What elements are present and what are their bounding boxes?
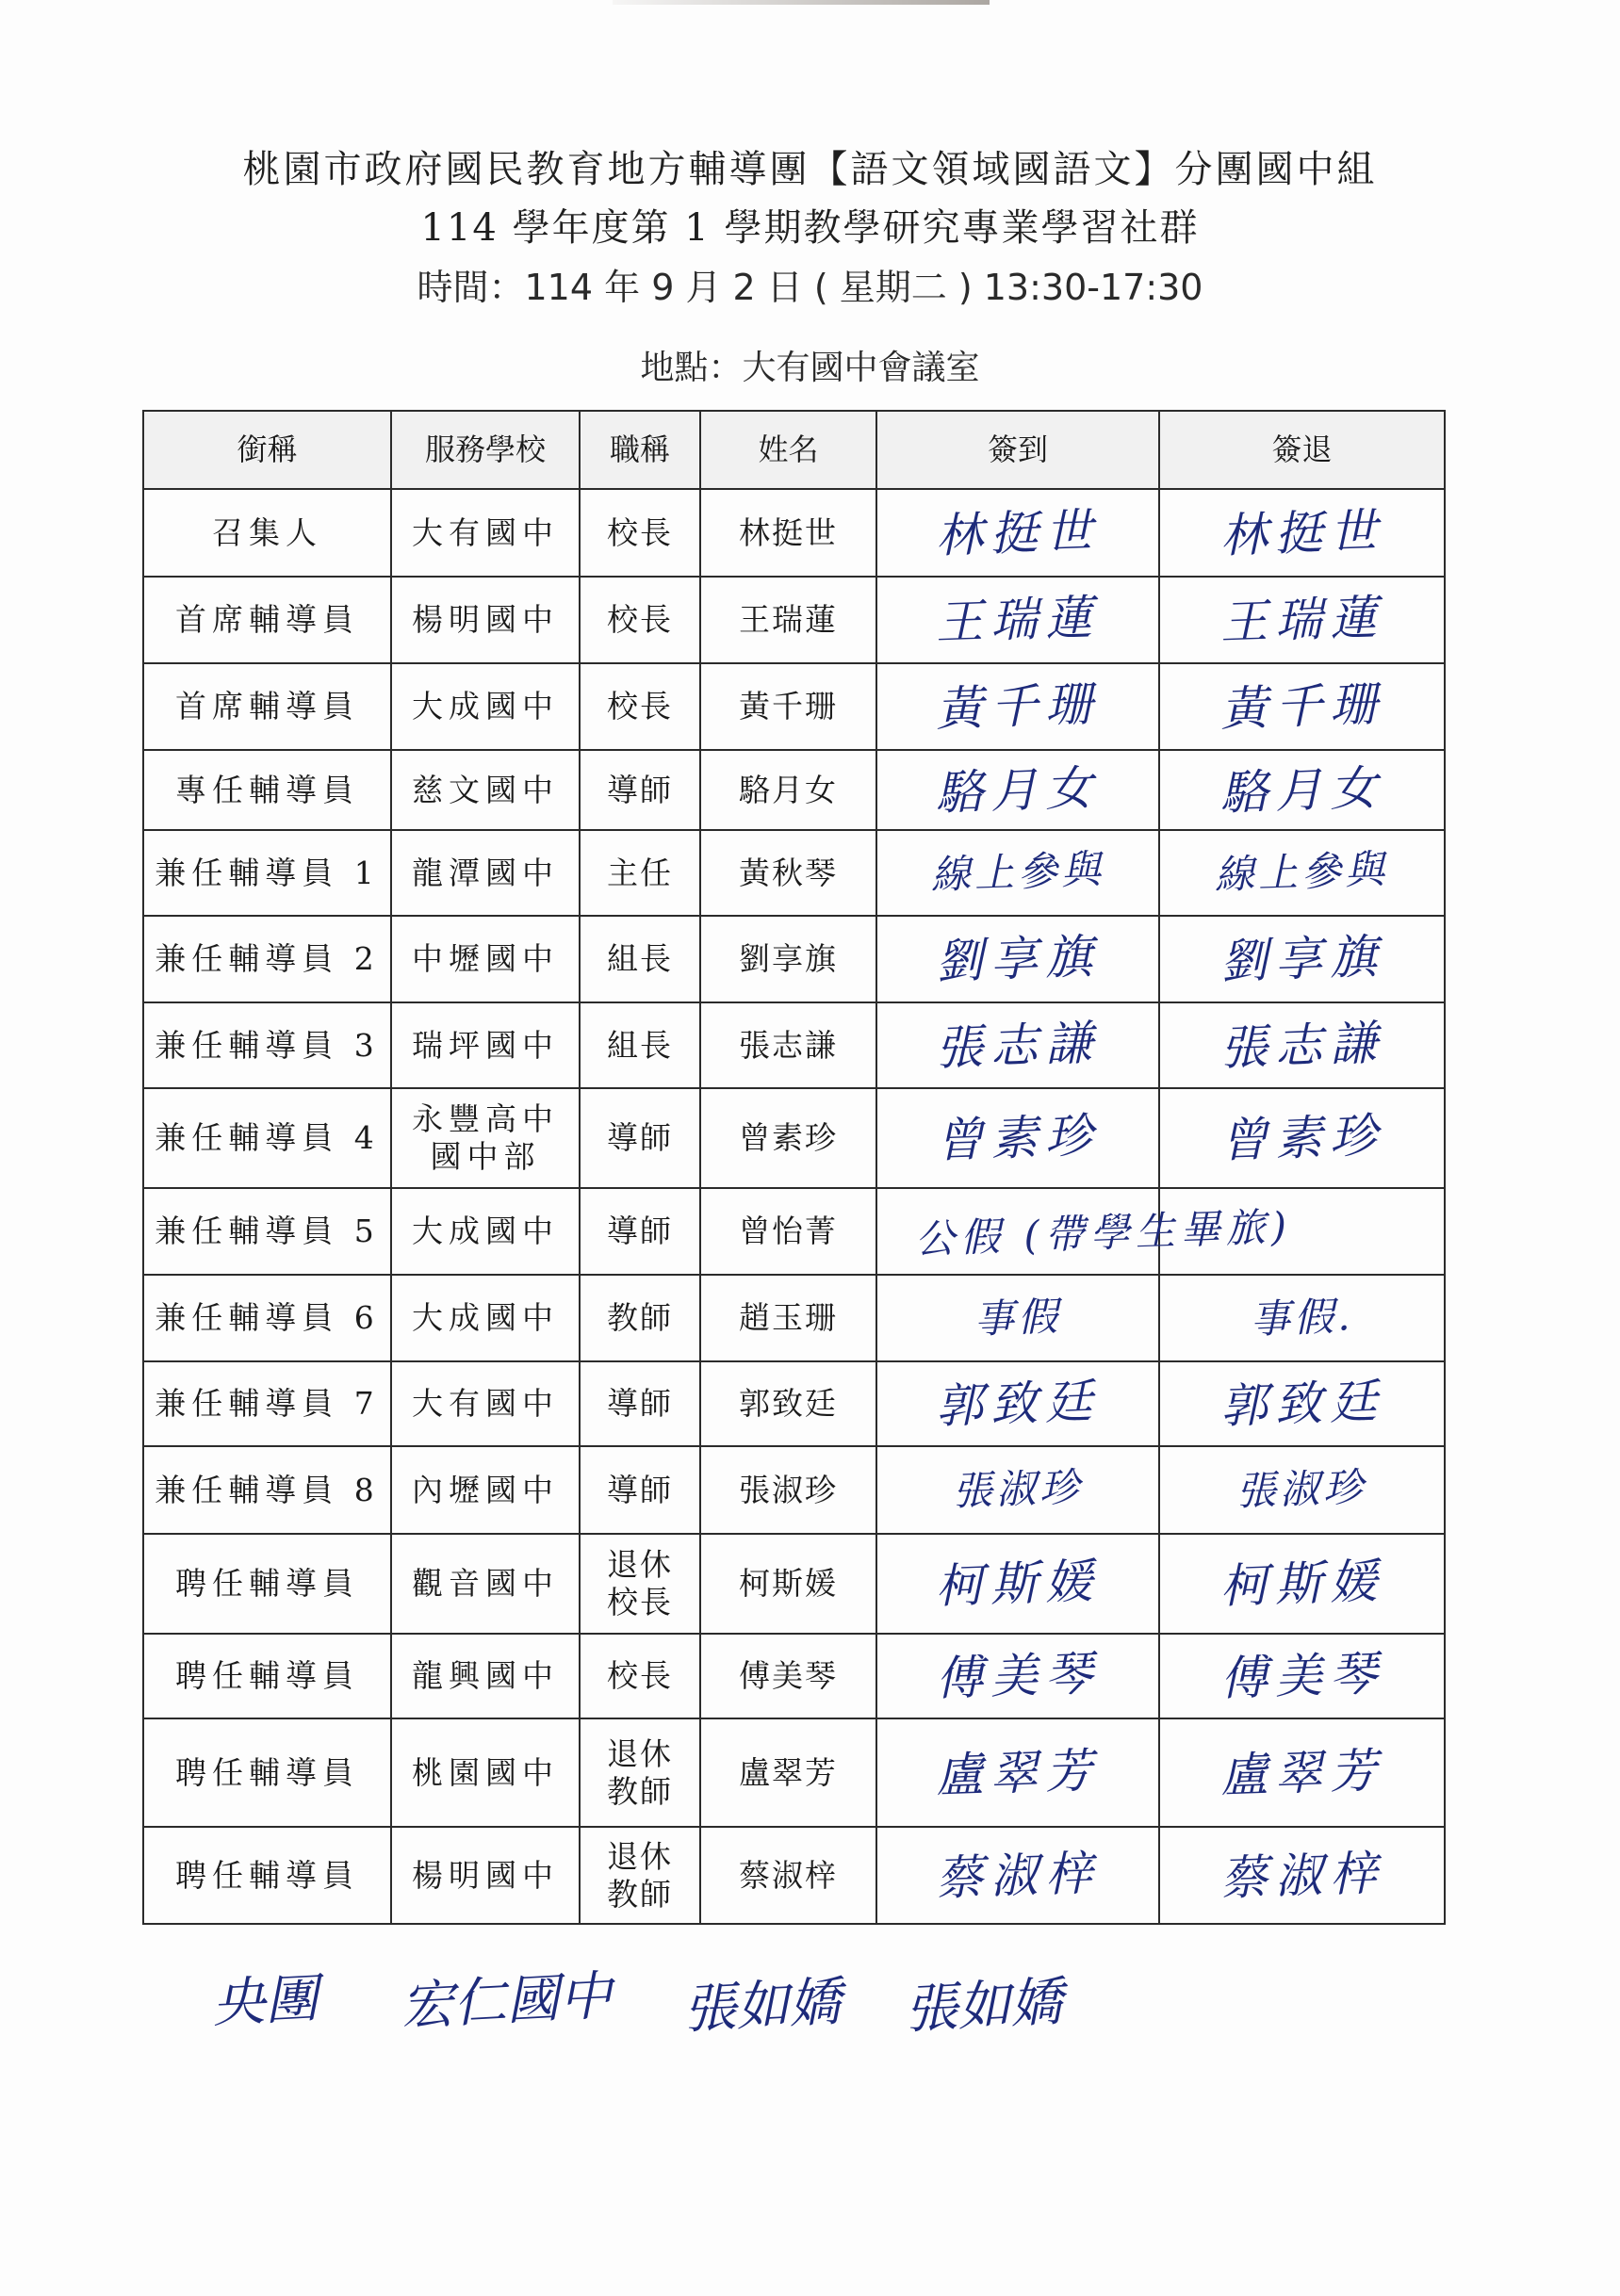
signature: 張淑珍 xyxy=(1235,1463,1368,1515)
signature: 郭致廷 xyxy=(1219,1373,1385,1435)
cell-job: 組長 xyxy=(580,1002,700,1088)
cell-sign-in xyxy=(876,1827,1159,1924)
cell-name: 盧翠芳 xyxy=(700,1718,876,1827)
cell-sign-out xyxy=(1159,916,1445,1002)
cell-sign-out xyxy=(1159,1534,1445,1634)
cell-school: 瑞坪國中 xyxy=(391,1002,580,1088)
cell-sign-in xyxy=(876,1088,1159,1188)
cell-school: 慈文國中 xyxy=(391,750,580,830)
signature: 事假. xyxy=(1249,1292,1354,1343)
cell-name: 柯斯媛 xyxy=(700,1534,876,1634)
cell-sign-out xyxy=(1159,1088,1445,1188)
header-job: 職稱 xyxy=(580,411,700,489)
cell-job: 導師 xyxy=(580,1188,700,1275)
table-row xyxy=(143,1534,1445,1634)
job-line-2: 校長 xyxy=(607,1584,673,1620)
cell-school: 中壢國中 xyxy=(391,916,580,1002)
signature: 林挺世 xyxy=(1219,502,1385,563)
meeting-location: 地點：大有國中會議室 xyxy=(640,349,980,387)
cell-title: 聘任輔導員 xyxy=(143,1634,391,1718)
table-row xyxy=(143,489,1445,577)
table-header-row xyxy=(143,411,1445,489)
table-row xyxy=(143,1446,1445,1534)
document-subtitle: 114 學年度第 1 學期教學研究專業學習社群 xyxy=(420,206,1200,250)
signature: 王瑞蓮 xyxy=(935,589,1101,651)
cell-sign-in xyxy=(876,830,1159,916)
cell-name: 曾素珍 xyxy=(700,1088,876,1188)
cell-school: 大成國中 xyxy=(391,1188,580,1275)
signature: 郭致廷 xyxy=(935,1373,1101,1435)
cell-sign-in xyxy=(876,1446,1159,1534)
cell-name: 趙玉珊 xyxy=(700,1275,876,1361)
cell-sign-in xyxy=(876,577,1159,663)
cell-sign-in xyxy=(876,1188,1293,1275)
cell-title: 聘任輔導員 xyxy=(143,1718,391,1827)
table-row xyxy=(143,1718,1445,1827)
cell-title: 兼任輔導員 2 xyxy=(143,916,391,1002)
table-row xyxy=(143,663,1445,750)
signature: 張淑珍 xyxy=(952,1463,1084,1515)
cell-school: 內壢國中 xyxy=(391,1446,580,1534)
table-row xyxy=(143,830,1445,916)
cell-sign-out xyxy=(1159,1275,1445,1361)
cell-sign-out xyxy=(1159,577,1445,663)
cell-sign-in xyxy=(876,1718,1159,1827)
cell-sign-out xyxy=(1159,830,1445,916)
signature: 黃千珊 xyxy=(1219,676,1385,738)
handwritten-extra-entry xyxy=(0,1960,1620,2073)
cell-sign-out xyxy=(1159,663,1445,750)
cell-name: 傅美琴 xyxy=(700,1634,876,1718)
cell-title: 兼任輔導員 7 xyxy=(143,1361,391,1446)
cell-sign-in xyxy=(876,489,1159,577)
cell-job: 校長 xyxy=(580,1634,700,1718)
cell-job: 校長 xyxy=(580,577,700,663)
cell-school: 大有國中 xyxy=(391,1361,580,1446)
cell-sign-out xyxy=(1159,1718,1445,1827)
cell-school: 龍興國中 xyxy=(391,1634,580,1718)
cell-name: 林挺世 xyxy=(700,489,876,577)
cell-job xyxy=(580,1534,700,1634)
cell-title: 兼任輔導員 3 xyxy=(143,1002,391,1088)
cell-name: 曾怡菁 xyxy=(700,1188,876,1275)
signature: 傅美琴 xyxy=(935,1645,1101,1707)
cell-title: 兼任輔導員 4 xyxy=(143,1088,391,1188)
cell-school: 龍潭國中 xyxy=(391,830,580,916)
signature: 張志謙 xyxy=(1219,1015,1385,1076)
cell-job: 導師 xyxy=(580,1088,700,1188)
cell-sign-in xyxy=(876,1275,1159,1361)
handwritten-school: 宏仁國中 xyxy=(399,1965,614,2038)
cell-title: 兼任輔導員 6 xyxy=(143,1275,391,1361)
signature: 線上參與 xyxy=(1214,846,1390,899)
cell-sign-out xyxy=(1159,1634,1445,1718)
signature: 柯斯媛 xyxy=(1219,1553,1385,1615)
cell-job xyxy=(580,1827,700,1924)
handwritten-sign-in: 張如嬌 xyxy=(681,1971,843,2042)
cell-sign-out xyxy=(1159,1446,1445,1534)
cell-sign-in xyxy=(876,916,1159,1002)
cell-school: 楊明國中 xyxy=(391,1827,580,1924)
job-line-1: 退休 xyxy=(607,1734,673,1772)
signature: 線上參與 xyxy=(930,846,1105,899)
cell-sign-in xyxy=(876,663,1159,750)
cell-job: 主任 xyxy=(580,830,700,916)
signature: 蔡淑梓 xyxy=(935,1845,1101,1906)
cell-sign-out xyxy=(1159,1361,1445,1446)
table-row xyxy=(143,1275,1445,1361)
cell-sign-out xyxy=(1159,489,1445,577)
job-line-2: 教師 xyxy=(607,1772,673,1810)
cell-school: 楊明國中 xyxy=(391,577,580,663)
cell-title: 聘任輔導員 xyxy=(143,1534,391,1634)
table-row xyxy=(143,1361,1445,1446)
signature: 蔡淑梓 xyxy=(1219,1845,1385,1906)
cell-school: 大有國中 xyxy=(391,489,580,577)
cell-sign-in xyxy=(876,1534,1159,1634)
signature: 事假 xyxy=(974,1293,1062,1343)
cell-school: 大成國中 xyxy=(391,663,580,750)
cell-name: 張淑珍 xyxy=(700,1446,876,1534)
cell-sign-in xyxy=(876,1002,1159,1088)
cell-title: 首席輔導員 xyxy=(143,577,391,663)
cell-sign-out xyxy=(1159,750,1445,830)
table-row xyxy=(143,1002,1445,1088)
header-title: 銜稱 xyxy=(143,411,391,489)
cell-name: 蔡淑梓 xyxy=(700,1827,876,1924)
signature: 柯斯媛 xyxy=(935,1553,1101,1615)
job-line-1: 退休 xyxy=(607,1837,673,1875)
cell-school: 大成國中 xyxy=(391,1275,580,1361)
cell-title: 聘任輔導員 xyxy=(143,1827,391,1924)
cell-name: 黃秋琴 xyxy=(700,830,876,916)
school-line-1: 永豐高中 xyxy=(412,1100,559,1138)
cell-title: 首席輔導員 xyxy=(143,663,391,750)
table-row xyxy=(143,1088,1445,1188)
table-row xyxy=(143,577,1445,663)
scan-edge-mark xyxy=(613,0,990,5)
cell-sign-in xyxy=(876,1361,1159,1446)
cell-name: 駱月女 xyxy=(700,750,876,830)
signature: 駱月女 xyxy=(935,759,1101,821)
cell-title: 兼任輔導員 1 xyxy=(143,830,391,916)
signature: 張志謙 xyxy=(935,1015,1101,1076)
table-row xyxy=(143,916,1445,1002)
cell-school xyxy=(391,1088,580,1188)
header-sign-out: 簽退 xyxy=(1159,411,1445,489)
sign-in-table xyxy=(142,410,1446,1925)
table-row xyxy=(143,1188,1445,1275)
signature: 黃千珊 xyxy=(935,676,1101,738)
job-line-1: 退休 xyxy=(607,1546,673,1584)
cell-school: 桃園國中 xyxy=(391,1718,580,1827)
signature: 劉享旗 xyxy=(1219,928,1385,990)
cell-school: 觀音國中 xyxy=(391,1534,580,1634)
signature: 盧翠芳 xyxy=(1219,1742,1385,1803)
cell-title: 召集人 xyxy=(143,489,391,577)
cell-job xyxy=(580,1718,700,1827)
header-school: 服務學校 xyxy=(391,411,580,489)
signature: 劉享旗 xyxy=(935,928,1101,990)
header-name: 姓名 xyxy=(700,411,876,489)
signature: 盧翠芳 xyxy=(935,1742,1101,1803)
table-row xyxy=(143,750,1445,830)
cell-sign-out xyxy=(1159,1827,1445,1924)
signature: 曾素珍 xyxy=(1219,1107,1385,1169)
table-row xyxy=(143,1827,1445,1924)
cell-title: 專任輔導員 xyxy=(143,750,391,830)
document-title: 桃園市政府國民教育地方輔導團【語文領域國語文】分團國中組 xyxy=(242,148,1378,191)
cell-job: 組長 xyxy=(580,916,700,1002)
signature: 林挺世 xyxy=(935,502,1101,563)
signature: 曾素珍 xyxy=(935,1107,1101,1169)
cell-job: 導師 xyxy=(580,750,700,830)
leave-note: 公假 (帶學生畢旅) xyxy=(914,1203,1293,1262)
cell-job: 校長 xyxy=(580,489,700,577)
signature: 傅美琴 xyxy=(1219,1645,1385,1707)
cell-name: 王瑞蓮 xyxy=(700,577,876,663)
signature: 駱月女 xyxy=(1219,759,1385,821)
cell-name: 黃千珊 xyxy=(700,663,876,750)
header-sign-in: 簽到 xyxy=(876,411,1159,489)
cell-sign-out xyxy=(1159,1002,1445,1088)
cell-title: 兼任輔導員 8 xyxy=(143,1446,391,1534)
school-line-2: 國中部 xyxy=(430,1138,541,1175)
handwritten-sign-out: 張如嬌 xyxy=(903,1971,1065,2042)
cell-job: 校長 xyxy=(580,663,700,750)
cell-job: 教師 xyxy=(580,1275,700,1361)
cell-name: 郭致廷 xyxy=(700,1361,876,1446)
cell-title: 兼任輔導員 5 xyxy=(143,1188,391,1275)
meeting-time: 時間：114 年 9 月 2 日 ( 星期二 ) 13:30-17:30 xyxy=(417,267,1203,308)
cell-job: 導師 xyxy=(580,1446,700,1534)
cell-name: 劉享旗 xyxy=(700,916,876,1002)
cell-name: 張志謙 xyxy=(700,1002,876,1088)
table-row xyxy=(143,1634,1445,1718)
cell-job: 導師 xyxy=(580,1361,700,1446)
cell-sign-in xyxy=(876,1634,1159,1718)
cell-sign-in xyxy=(876,750,1159,830)
handwritten-title: 央團 xyxy=(210,1968,319,2035)
job-line-2: 教師 xyxy=(607,1875,673,1913)
signature: 王瑞蓮 xyxy=(1219,589,1385,651)
